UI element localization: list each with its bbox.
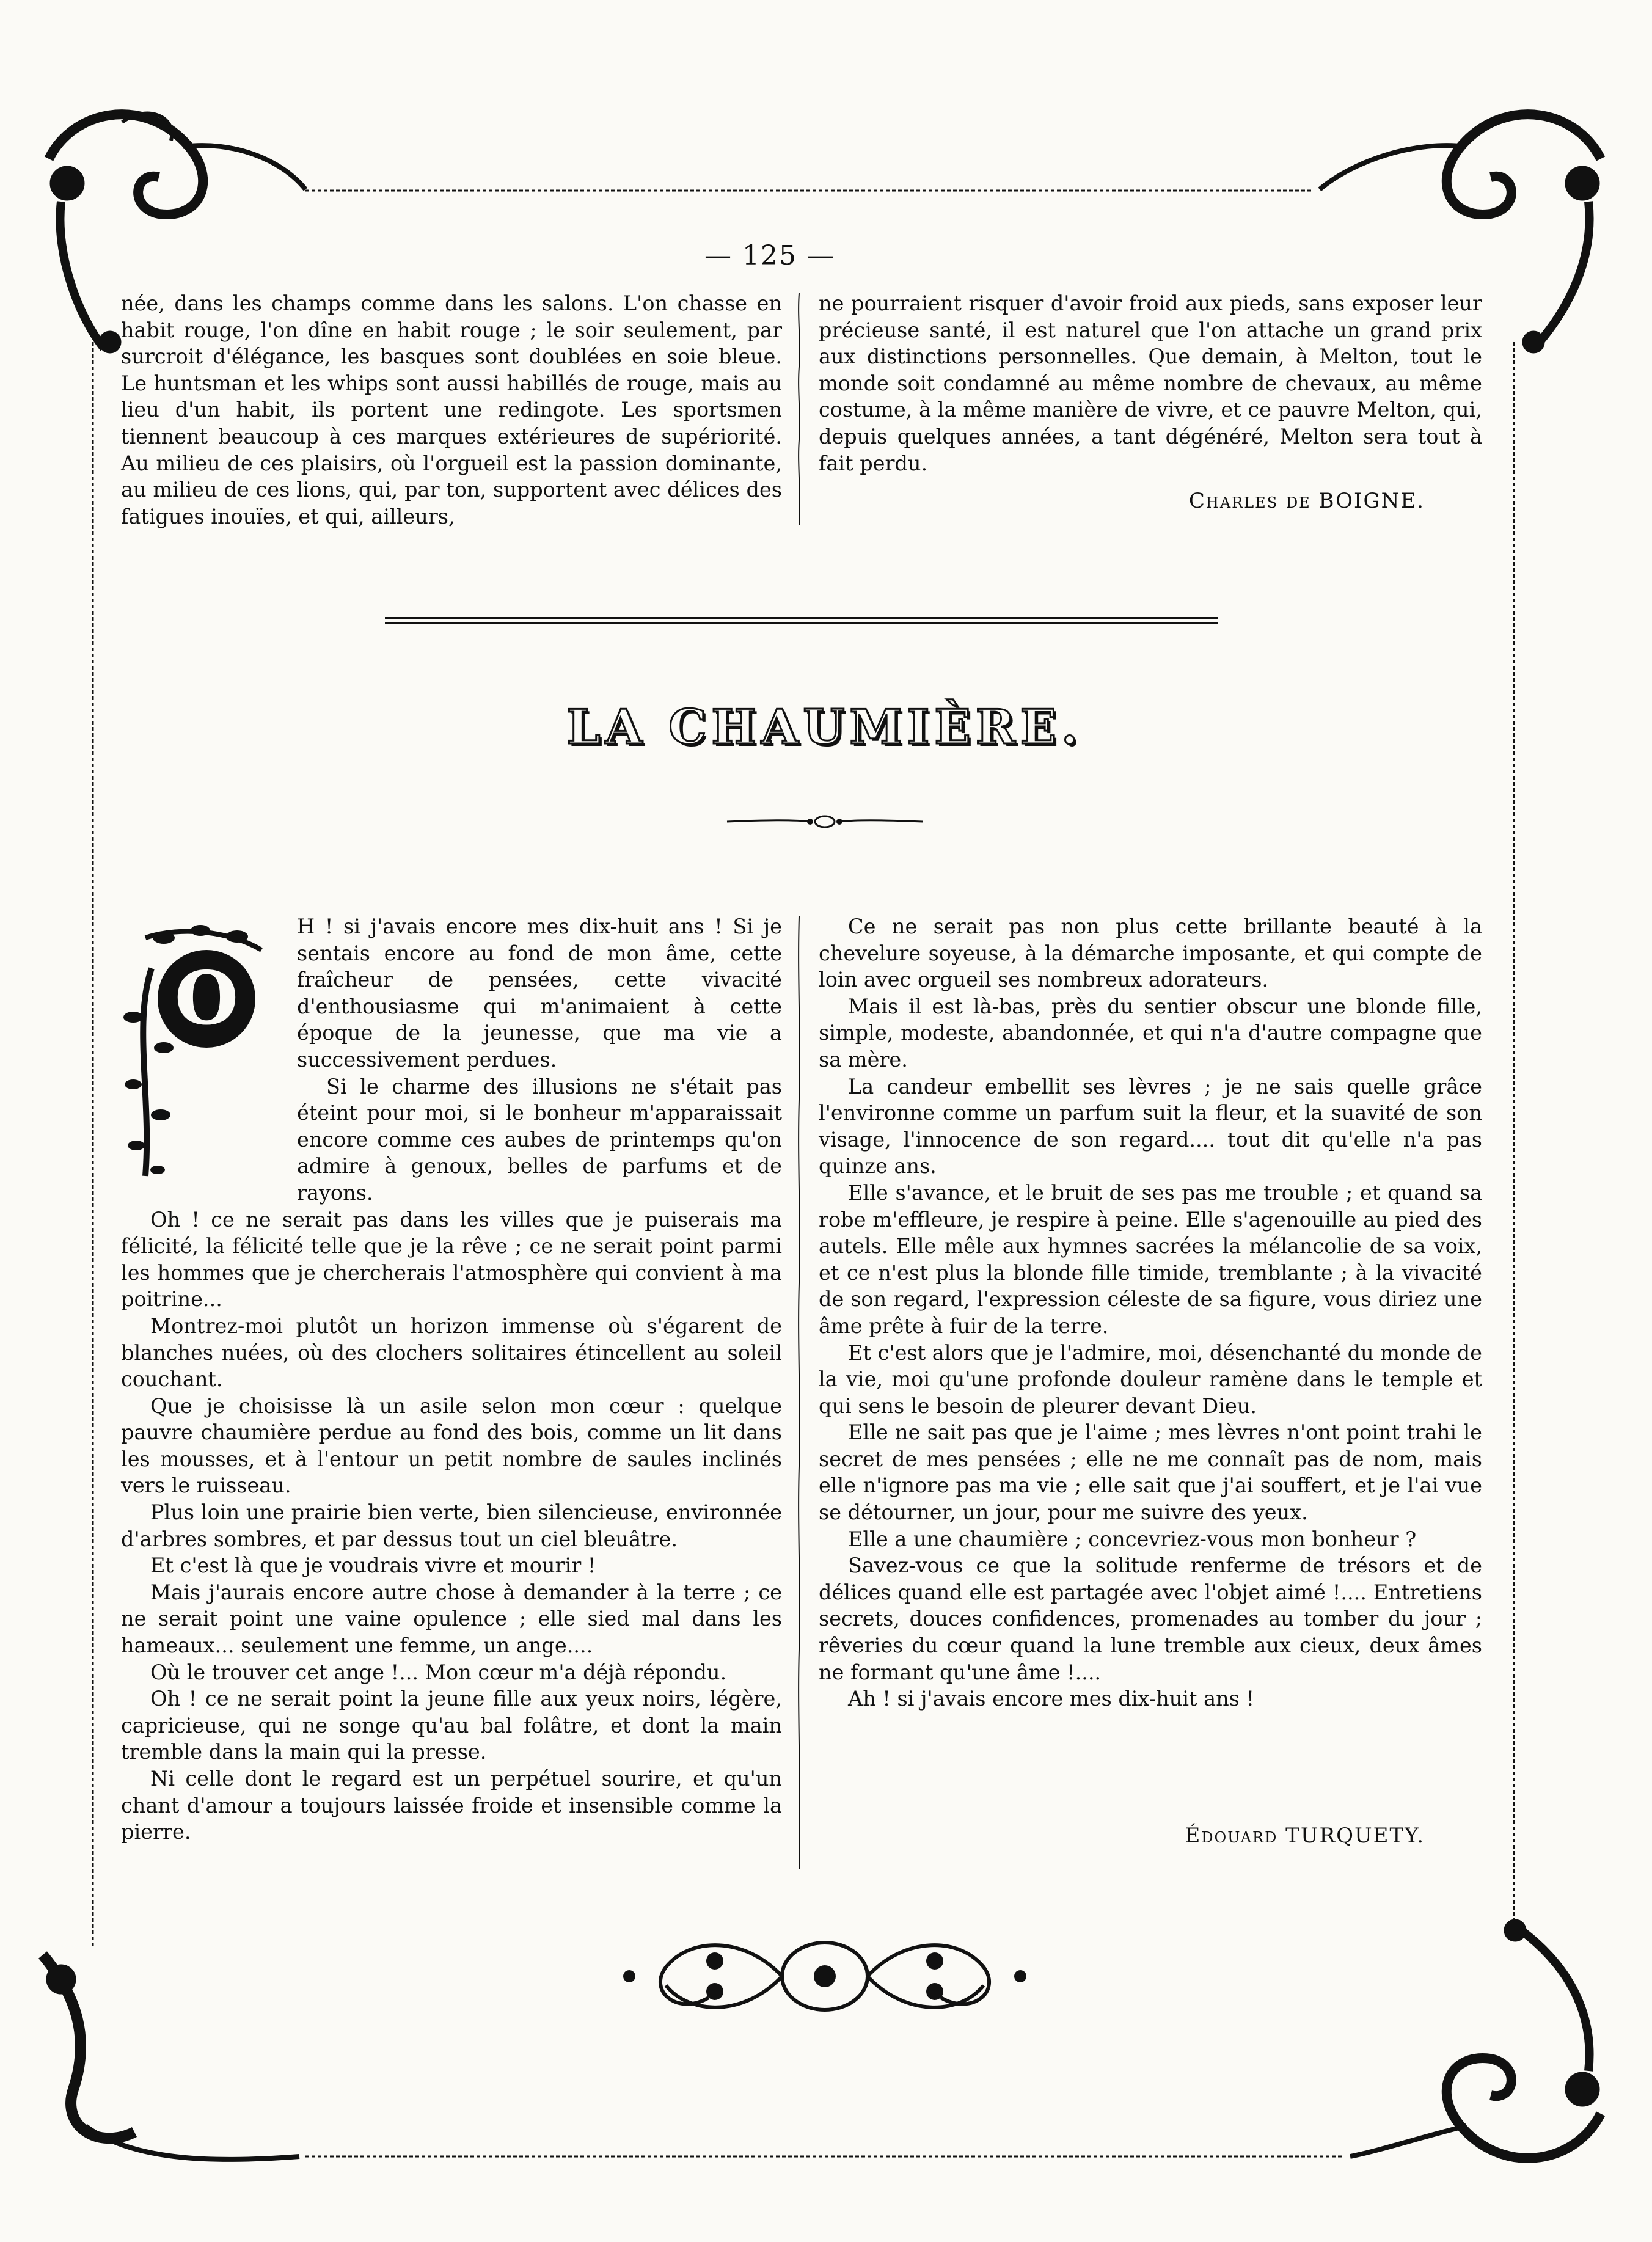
article-paragraph: Ah ! si j'avais encore mes dix-huit ans ! bbox=[848, 1687, 1254, 1711]
article-right-paragraphs bbox=[819, 913, 1482, 1712]
article-paragraph: Plus loin une prairie bien verte, bien silencieuse, environnée d'arbres sombres, et par dessus tout un ciel bleuâtre. bbox=[121, 1500, 782, 1551]
signature-first-name: Charles de bbox=[1188, 489, 1311, 513]
article-paragraph: Oh ! ce ne serait pas dans les villes que je puiserais ma félicité, la félicité telle que je la rêve ; ce ne serait point parmi les hommes que je chercherais l'atmosphère qui convient à ma poitrine... bbox=[121, 1207, 782, 1312]
article-left-column bbox=[121, 913, 782, 1846]
article-paragraph: Ni celle dont le regard est un perpétuel sourire, et qu'un chant d'amour a toujours laissée froide et insensible comme la pierre. bbox=[121, 1767, 782, 1844]
signature-last-name: TURQUETY. bbox=[1285, 1824, 1425, 1848]
title-flourish-divider bbox=[721, 806, 929, 837]
article-paragraph: Elle s'avance, et le bruit de ses pas me trouble ; et quand sa robe m'effleure, je respire à peine. Elle s'agenouille au pied des autels. Elle mêle aux hymnes sacrées la mélancolie de sa voix, et ce n'est plus la blonde fille timide, tremblante ; à la vivacité de son regard, l'expression céleste de sa figure, vous diriez une âme prête à fuir de la terre. bbox=[819, 1180, 1482, 1338]
top-article-right-column bbox=[819, 290, 1482, 477]
article-signature bbox=[1039, 1824, 1425, 1848]
article-first-paragraph: H ! si j'avais encore mes dix-huit ans ! Si je sentais encore au fond de mon âme, cette fraîcheur de pensées, cette vivacité d'enthousiasme qui m'animaient à cette époque de la jeunesse, que ma vie a successivement perdues. bbox=[297, 915, 782, 1072]
bottom-floral-ornament bbox=[593, 1924, 1057, 2028]
article-paragraph: Montrez-moi plutôt un horizon immense où s'égarent de blanches nuées, où des clochers solitaires étincellent au soleil couchant. bbox=[121, 1313, 782, 1392]
dropcap-letter: O bbox=[158, 950, 255, 1048]
article-paragraph: Et c'est alors que je l'admire, moi, désenchanté du monde de la vie, moi qu'une profonde douleur ramène dans le temple et qui sens le besoin de pleurer devant Dieu. bbox=[819, 1340, 1482, 1418]
article-paragraph: Savez-vous ce que la solitude renferme de trésors et de délices quand elle est partagée avec l'objet aimé !.... Entretiens secrets, douces confidences, promenades au tomber du jour ; rêveries du cœur quand la lune tremble aux cieux, deux âmes ne formant qu'une âme !.... bbox=[819, 1554, 1482, 1684]
article-paragraph: Et c'est là que je voudrais vivre et mourir ! bbox=[150, 1554, 596, 1578]
top-article-right-text: ne pourraient risquer d'avoir froid aux pieds, sans exposer leur précieuse santé, il est naturel que l'on attache un grand prix aux distinctions personnelles. Que demain, à Melton, tout le monde soit condamné au même nombre de chevaux, au même costume, à la même manière de vivre, et ce pauvre Melton, qui, depuis quelques années, a tant dégénéré, Melton sera tout à fait perdu. bbox=[819, 291, 1482, 475]
title-double-rule bbox=[385, 617, 1218, 629]
article-right-column bbox=[819, 913, 1482, 1712]
article-title: LA CHAUMIÈRE. bbox=[566, 699, 1083, 755]
article-paragraph: Mais j'aurais encore autre chose à demander à la terre ; ce ne serait point une vaine opulence ; elle sied mal dans les hameaux... seulement une femme, un ange.... bbox=[121, 1580, 782, 1658]
article-paragraph: Si le charme des illusions ne s'était pas éteint pour moi, si le bonheur m'apparaissait encore comme ces aubes de printemps qu'on admire à genoux, belles de parfums et de rayons. bbox=[297, 1074, 782, 1205]
top-article-signature bbox=[1039, 489, 1425, 513]
signature-first-name: Édouard bbox=[1185, 1824, 1278, 1848]
signature-last-name: BOIGNE. bbox=[1318, 489, 1425, 513]
column-divider-main bbox=[797, 916, 801, 1869]
article-paragraph: Elle ne sait pas que je l'aime ; mes lèvres n'ont point trahi le secret de mes pensées ; elle ne me connaît pas de nom, mais elle n'ignore pas ma vie ; elle sait que j'ai souffert, et je l'ai vue se détourner, un jour, pour me suivre des yeux. bbox=[819, 1420, 1482, 1525]
top-article-left-column bbox=[121, 290, 782, 530]
article-paragraph: Mais il est là-bas, près du sentier obscur une blonde fille, simple, modeste, abandonnée, et qui n'a d'autre compagne que sa mère. bbox=[819, 994, 1482, 1072]
article-paragraph: Ce ne serait pas non plus cette brillante beauté à la chevelure soyeuse, à la démarche imposante, et qui compte de loin avec orgueil ses nombreux adorateurs. bbox=[819, 915, 1482, 992]
dropcap-ornament bbox=[109, 913, 286, 1182]
corner-ornament-bottom-left bbox=[43, 1955, 299, 2160]
page-number: — 125 — bbox=[704, 240, 835, 271]
column-divider-top bbox=[797, 293, 801, 525]
article-paragraph: Que je choisisse là un asile selon mon cœur : quelque pauvre chaumière perdue au fond des bois, comme un lit dans les mousses, et à l'entour un petit nombre de saules inclinés vers le ruisseau. bbox=[121, 1393, 782, 1498]
corner-ornament-bottom-right bbox=[1350, 1919, 1601, 2158]
article-paragraph: Où le trouver cet ange !... Mon cœur m'a déjà répondu. bbox=[150, 1660, 727, 1684]
article-paragraph: La candeur embellit ses lèvres ; je ne sais quelle grâce l'environne comme un parfum suit la fleur, et la suavité de son visage, l'innocence de son regard.... tout dit qu'elle n'a pas quinze ans. bbox=[819, 1074, 1482, 1178]
article-paragraph: Elle a une chaumière ; concevriez-vous mon bonheur ? bbox=[848, 1527, 1417, 1551]
article-paragraph: Oh ! ce ne serait point la jeune fille aux yeux noirs, légère, capricieuse, qui ne songe qu'au bal folâtre, et dont la main tremble dans la main qui la presse. bbox=[121, 1687, 782, 1764]
top-article-left-text: née, dans les champs comme dans les salons. L'on chasse en habit rouge, l'on dîne en habit rouge ; le soir seulement, par surcroit d'élégance, les basques sont doublées en soie bleue. Le huntsman et les whips sont aussi habillés de rouge, mais au lieu d'un habit, ils portent une redingote. Les sportsmen tiennent beaucoup à ces marques extérieures de supériorité. Au milieu de ces plaisirs, où l'orgueil est la passion dominante, au milieu de ces lions, qui, par ton, supportent avec délices des fatigues inouïes, et qui, ailleurs, bbox=[121, 291, 782, 528]
article-left-paragraphs bbox=[121, 1073, 782, 1846]
